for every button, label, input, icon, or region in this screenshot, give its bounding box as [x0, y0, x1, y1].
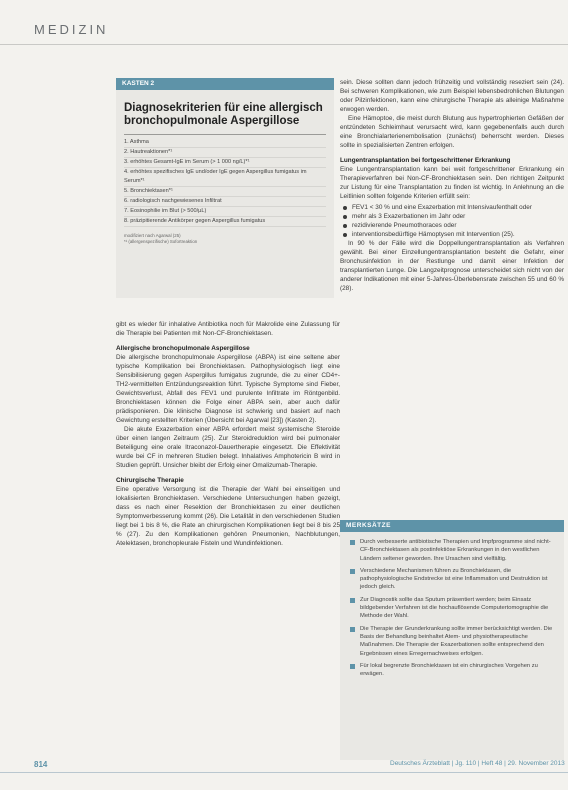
right-column [340, 78, 564, 293]
header-rule [0, 44, 568, 45]
key-point-item: Für lokal begrenzte Bronchiektasen ist ein chirurgisches Vorgehen zu erwägen. [348, 662, 556, 679]
criteria-item: 3. erhöhtes Gesamt-IgE im Serum (> 1 000 ng/L)*¹ [124, 158, 326, 168]
journal-citation: Deutsches Ärzteblatt | Jg. 110 | Heft 48 | 29. November 2013 [390, 760, 565, 767]
box-label: KASTEN 2 [116, 78, 334, 90]
box-footnote-source: modifiziert nach Agarwal (25) [124, 233, 181, 238]
left-column [116, 320, 340, 548]
criteria-item: 8. präzipitierende Antikörper gegen Aspergillus fumigatus [124, 217, 326, 227]
box-title: Diagnosekriterien für eine allergisch bronchopulmonale Aspergillose [124, 102, 323, 127]
bullet-item: mehr als 3 Exazerbationen im Jahr oder [340, 212, 564, 221]
key-point-item: Durch verbesserte antibiotische Therapien und Impfprogramme sind nicht-CF-Bronchiektasen als postinfektiöse Erkrankungen in den westlichen Ländern seltener geworden. Ihre Ursachen sind vielfältig. [348, 538, 556, 563]
section-heading: Chirurgische Therapie [116, 477, 184, 484]
paragraph: sein. Diese sollten dann jedoch frühzeitig und vollständig reseziert sein (24). Bei schweren Komplikationen, wie zum Beispiel lebensbedrohlichen Blutungen oder Pilzinfektionen, kann eine chirurgische Therapie als alleinige Maßnahme erwogen werden. [340, 79, 564, 113]
paragraph: Die akute Exazerbation einer ABPA erfordert meist systemische Steroide über einen langen Zeitraum (25). Zur Steroidreduktion wird bei pulmonaler Beteiligung eine orale Itraconazol-Dauertherapie eingesetzt. Die Effektivität wurde bei CF in mehreren Studien belegt. Inhalatives Amphotericin B wird in Studien geprüft. Unsicher bleibt der Erfolg einer Omalizumab-Therapie. [116, 426, 340, 469]
criteria-bullet-list [340, 203, 564, 239]
paragraph: Eine Lungentransplantation kann bei weit fortgeschrittener Erkrankung ein Therapieverfahren bei Non-CF-Bronchiektasen sein. Den richtigen Zeitpunkt zur Listung für eine Transplantation zu finden ist wichtig. In Anlehnung an die Leitlinien sollten folgende Kriterien erfüllt sein: [340, 166, 564, 200]
criteria-item: 5. Bronchiektasen*¹ [124, 187, 326, 197]
key-points-list [348, 538, 556, 678]
section-heading: Lungentransplantation bei fortgeschrittener Erkrankung [340, 157, 511, 164]
paragraph: Eine operative Versorgung ist die Therapie der Wahl bei einseitigen und lokalisierten Bronchiektasen. Verschiedene Untersuchungen haben gezeigt, dass es nach einer Resektion der Bronchiektasen zu einer deutlichen Symptomverbesserung kommt (26). Die Letalität in den verschiedenen Studien liegt bei 1 bis 8 %, die Rate an chirurgischen Komplikationen liegt bei 8 bis 25 % (27). Zu den Komplikationen gehören Pneumonien, Nachblutungen, Atelektasen, bronchopleurale Fisteln und Wundinfektionen. [116, 486, 340, 547]
section-label: MEDIZIN [34, 22, 109, 37]
box-rule [124, 134, 326, 135]
criteria-item: 7. Eosinophilie im Blut (> 500/µL) [124, 207, 326, 217]
criteria-item: 4. erhöhtes spezifisches IgE und/oder IgE gegen Aspergillus fumigatus im Serum*¹ [124, 168, 326, 187]
paragraph: gibt es wieder für inhalative Antibiotika noch für Makrolide eine Zulassung für die Therapie bei Patienten mit Non-CF-Bronchiektasen. [116, 321, 340, 337]
section-heading: Allergische bronchopulmonale Aspergillose [116, 345, 250, 352]
criteria-item: 1. Asthma [124, 138, 326, 148]
bullet-item: rezidivierende Pneumothoraces oder [340, 221, 564, 230]
bullet-item: interventionsbedürftige Hämoptysen mit Intervention (25). [340, 230, 564, 239]
box-footnote [124, 233, 326, 245]
bullet-item: FEV1 < 30 % und eine Exazerbation mit Intensivaufenthalt oder [340, 203, 564, 212]
key-point-item: Die Therapie der Grunderkrankung sollte immer berücksichtigt werden. Die Basis der Behandlung beinhaltet Atem- und physiotherapeutische Maßnahmen. Die Therapie der Exazerbationen sollte entsprechend den Ergebnissen eines Erregernachweises erfolgen. [348, 625, 556, 658]
criteria-list [124, 138, 326, 227]
criteria-box [116, 78, 334, 298]
paragraph: Die allergische bronchopulmonale Aspergillose (ABPA) ist eine seltene aber typische Komplikation bei Bronchiektasen. Pathophysiologisch liegt eine Sensibilisierung gegen Aspergillus fumigatus zugrunde, die zu einer CD4+-TH2-vermittelten Entzündungsreaktion führt. Typische Symptome sind Fieber, Gewichtsverlust, Abfall des FEV1 und purulente Infiltrate im Röntgenbild. Bronchiektasen können die Folge einer ABPA sein, aber auch dafür prädisponieren. Die klinische Diagnose ist schwierig und basiert auf nach Gewichtung erstellten Kriterien (Übersicht bei Agarwal [23]) (Kasten 2). [116, 354, 340, 424]
box-footnote-legend: *¹ (allergenspezifische) Sofortreaktion [124, 239, 198, 244]
key-points-label: MERKSÄTZE [340, 520, 564, 532]
paragraph: Eine Hämoptoe, die meist durch Blutung aus hypertrophierten Gefäßen der entzündeten Schleimhaut verursacht wird, kann gegebenenfalls auch durch eine Bronchialarterienembolisation (zunächst) beherrscht werden. Dieses sollte in spezialisierten Zentren erfolgen. [340, 115, 564, 149]
key-point-item: Zur Diagnostik sollte das Sputum präsentiert werden; beim Einsatz bildgebender Verfahren ist die hochauflösende Computertomographie die Methode der Wahl. [348, 596, 556, 621]
criteria-item: 2. Hautreaktionen*¹ [124, 148, 326, 158]
key-point-item: Verschiedene Mechanismen führen zu Bronchiektasen, die pathophysiologische Endstrecke ist eine Inflammation und Destruktion ist jedoch gleich. [348, 567, 556, 592]
footer-rule [0, 772, 568, 773]
page-number: 814 [34, 760, 48, 769]
criteria-item: 6. radiologisch nachgewiesenes Infiltrat [124, 197, 326, 207]
paragraph: In 90 % der Fälle wird die Doppellungentransplantation als Verfahren gewählt. Bei einer Einzellungentransplantation besteht die Gefahr, einer Bronchusinfektion in der Restlunge und damit einer Infektion der transplantierten Lunge. Die Langzeitprognose unterscheidet sich nicht von der anderer Indikationen mit einer 5-Jahres-Überlebensrate zwischen 55 und 60 % (28). [340, 240, 564, 292]
key-points-box [340, 520, 564, 760]
